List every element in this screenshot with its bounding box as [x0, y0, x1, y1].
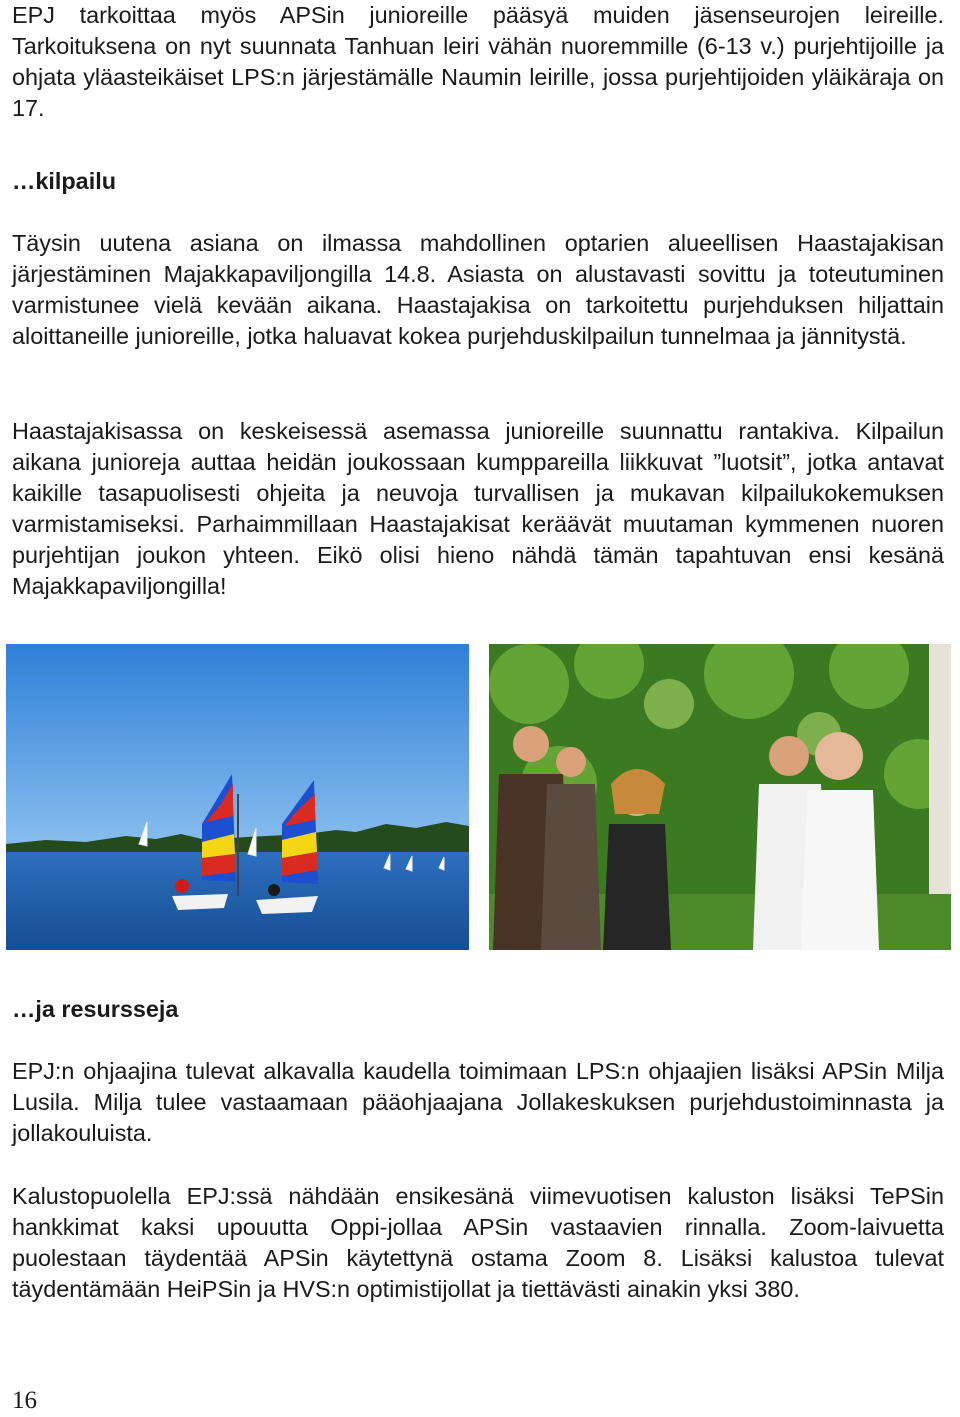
sailboats-on-lake-photo [6, 644, 469, 950]
section-heading-resursseja: …ja resursseja [12, 996, 179, 1022]
kilpailu-paragraph-1: Täysin uutena asiana on ilmassa mahdollinen optarien alueellisen Haastajakisan järjestäminen Majakkapaviljongilla 14.8. Asiasta on alustavasti sovittu ja toteutuminen varmistunee vielä kevään aikana. Haastajakisa on tarkoitettu purjehduksen hiljattain aloittaneille junioreille, jotka haluavat kokea purjehduskilpailun tunnelmaa ja jännitystä. [12, 230, 944, 349]
people-outdoors-photo [489, 644, 951, 950]
kilpailu-text [12, 228, 944, 352]
intro-text [12, 0, 944, 124]
resurssit-paragraph-2: Kalustopuolella EPJ:ssä nähdään ensikesänä viimevuotisen kaluston lisäksi TePSin hankkimat kaksi upouutta Oppi-jollaa APSin vastaavien rinnalla. Zoom-laivuetta puolestaan täydentää APSin käytettynä ostama Zoom 8. Lisäksi kalustoa tulevat täydentämään HeiPSin ja HVS:n optimistijollat ja tiettävästi ainakin yksi 380. [12, 1183, 944, 1302]
section-heading-kilpailu: …kilpailu [12, 168, 116, 194]
resurssit-paragraph-1: EPJ:n ohjaajina tulevat alkavalla kaudella toimimaan LPS:n ohjaajien lisäksi APSin Milja Lusila. Milja tulee vastaamaan pääohjaajana Jollakeskuksen purjehdustoiminnasta ja jollakouluista. [12, 1058, 944, 1146]
resurssit-text-2 [12, 1181, 944, 1305]
kilpailu-paragraph-2: Haastajakisassa on keskeisessä asemassa junioreille suunnattu rantakiva. Kilpailun aikana junioreja auttaa heidän joukossaan kumppareilla liikkuvat ”luotsit”, jotka antavat kaikille tasapuolisesti ohjeita ja neuvoja turvallisen ja mukavan kilpailukokemuksen varmistamiseksi. Parhaimmillaan Haastajakisat keräävät muutaman kymmenen nuoren purjehtijan joukon yhteen. Eikö olisi hieno nähdä tämän tapahtuvan ensi kesänä Majakkapaviljongilla! [12, 418, 944, 599]
resurssit-text [12, 1056, 944, 1149]
page-number: 16 [12, 1387, 37, 1414]
kilpailu-text-2 [12, 416, 944, 602]
intro-paragraph: EPJ tarkoittaa myös APSin junioreille pääsyä muiden jäsenseurojen leireille. Tarkoituksena on nyt suunnata Tanhuan leiri vähän nuoremmille (6-13 v.) purjehtijoille ja ohjata yläasteikäiset LPS:n järjestämälle Naumin leirille, jossa purjehtijoiden yläikäraja on 17. [12, 2, 944, 121]
